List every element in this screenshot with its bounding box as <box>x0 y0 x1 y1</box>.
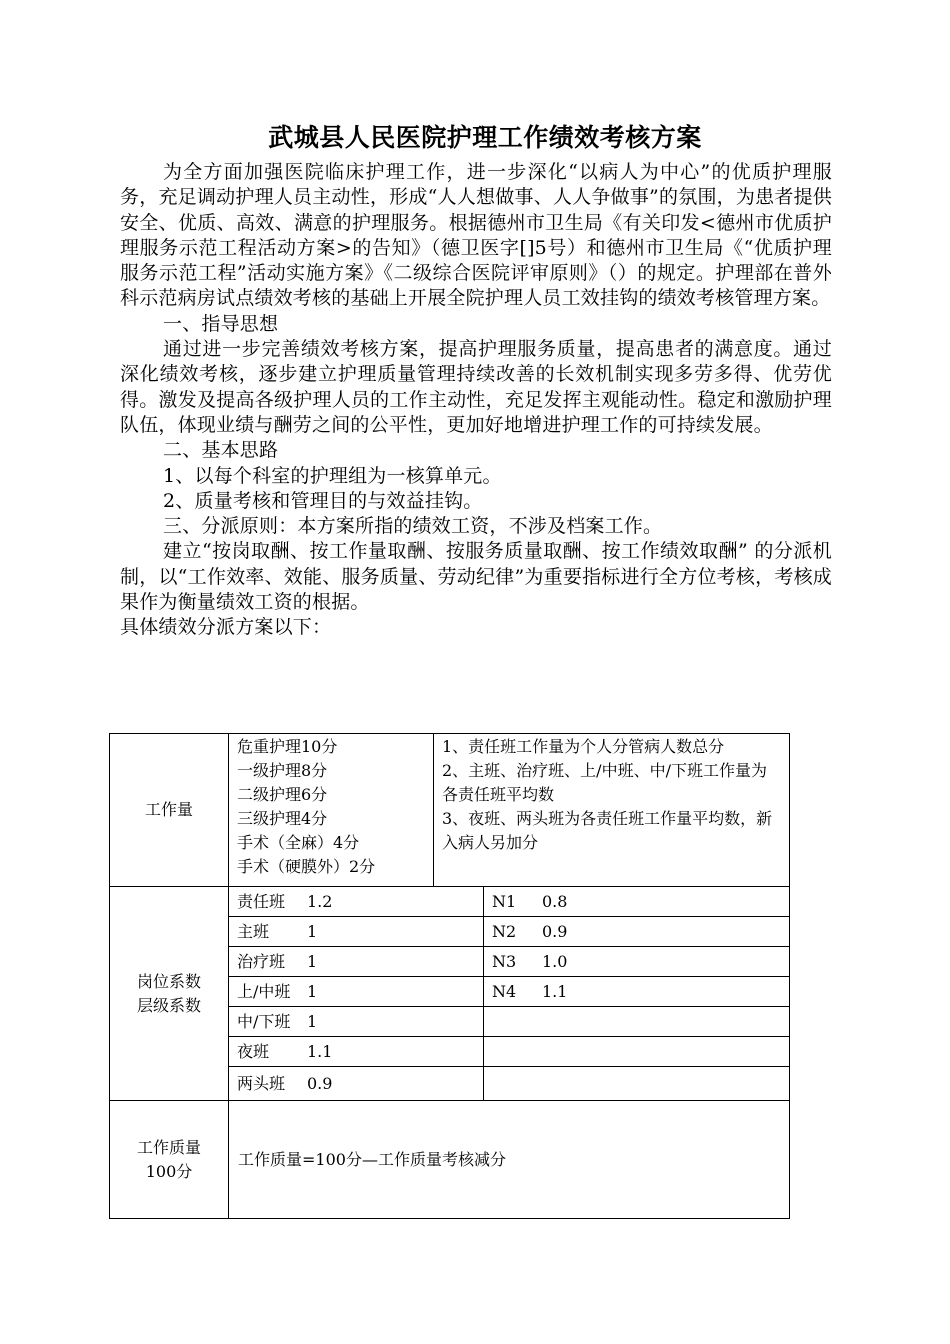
post-coefficient <box>229 1037 484 1067</box>
level-value: 0.9 <box>542 921 568 941</box>
level-coefficient-label: 层级系数 <box>136 995 201 1015</box>
workload-score-line: 三级护理4分 <box>237 809 328 828</box>
level-name: N3 <box>492 951 517 971</box>
guiding-paragraph: 通过进一步完善绩效考核方案，提高护理服务质量，提高患者的满意度。通过深化绩效考核，逐步建立护理质量管理持续改善的长效机制实现多劳多得、优劳优得。激发及提高各级护理人员的工作主动性，充足发挥主观能动性。稳定和激励护理队伍，体现业绩与酬劳之间的公平性，更加好地增进护理工作的可持续发展。 <box>120 338 832 436</box>
workload-note-line: 3、夜班、两头班为各责任班工作量平均数，新入病人另加分 <box>442 809 773 852</box>
post-value: 1 <box>307 981 318 1001</box>
workload-scores <box>229 734 434 886</box>
workload-score-line: 二级护理6分 <box>237 785 328 804</box>
approach-item-1: 1、以每个科室的护理组为一核算单元。 <box>163 464 502 487</box>
post-coefficient <box>229 977 484 1007</box>
approach-item-2: 2、质量考核和管理目的与效益挂钩。 <box>163 489 483 512</box>
workload-label: 工作量 <box>144 800 193 819</box>
coefficient-row <box>229 917 789 947</box>
post-coefficient <box>229 887 484 917</box>
workload-score-line: 手术（全麻）4分 <box>237 833 360 852</box>
workload-label-cell <box>110 734 229 887</box>
post-name: 治疗班 <box>237 951 286 971</box>
post-coefficient <box>229 1067 484 1101</box>
quality-label: 工作质量 <box>136 1137 201 1157</box>
coefficient-row <box>229 1067 789 1101</box>
workload-notes <box>434 734 790 886</box>
level-value: 1.1 <box>542 981 568 1001</box>
level-coefficient <box>484 917 790 947</box>
post-value: 1 <box>307 921 318 941</box>
post-value: 1.2 <box>307 891 333 911</box>
post-name: 主班 <box>237 921 270 941</box>
post-name: 责任班 <box>237 891 286 911</box>
principle-paragraph: 建立“按岗取酬、按工作量取酬、按服务质量取酬、按工作绩效取酬” 的分派机制，以“工作效率、效能、服务质量、劳动纪律”为重要指标进行全方位考核，考核成果作为衡量绩效工资的根据。 <box>120 540 832 614</box>
document-title: 武城县人民医院护理工作绩效考核方案 <box>268 123 702 152</box>
coefficient-row <box>229 977 789 1007</box>
coefficient-grid <box>229 887 789 1100</box>
coefficient-row <box>229 947 789 977</box>
section-heading-approach: 二、基本思路 <box>163 439 279 462</box>
coefficient-label-cell <box>110 887 229 1101</box>
coefficient-content-cell <box>229 887 790 1101</box>
quality-score-label: 100分 <box>145 1161 193 1181</box>
workload-note-line: 2、主班、治疗班、上/中班、中/下班工作量为各责任班平均数 <box>442 761 767 804</box>
post-name: 夜班 <box>237 1041 270 1061</box>
quality-formula-cell <box>229 1101 790 1219</box>
post-name: 中/下班 <box>237 1011 291 1031</box>
post-value: 1 <box>307 951 318 971</box>
level-coefficient <box>484 977 790 1007</box>
quality-label-cell <box>110 1101 229 1219</box>
post-coefficient <box>229 1007 484 1037</box>
level-coefficient <box>484 1007 790 1037</box>
post-coefficient <box>229 917 484 947</box>
workload-note-line: 1、责任班工作量为个人分管病人数总分 <box>442 737 725 756</box>
section-heading-principle: 三、分派原则：本方案所指的绩效工资，不涉及档案工作。 <box>163 515 663 538</box>
level-name: N2 <box>492 921 517 941</box>
coefficient-row <box>229 1007 789 1037</box>
coefficient-row <box>229 1037 789 1067</box>
level-value: 1.0 <box>542 951 568 971</box>
workload-score-line: 一级护理8分 <box>237 761 328 780</box>
quality-formula: 工作质量=100分—工作质量考核减分 <box>238 1149 506 1169</box>
post-value: 1 <box>307 1011 318 1031</box>
post-name: 上/中班 <box>237 981 291 1001</box>
level-value: 0.8 <box>542 891 568 911</box>
workload-score-line: 手术（硬膜外）2分 <box>237 857 376 876</box>
level-coefficient <box>484 887 790 917</box>
level-coefficient <box>484 1037 790 1067</box>
post-coefficient <box>229 947 484 977</box>
coefficient-row <box>229 887 789 917</box>
post-coefficient-label: 岗位系数 <box>136 971 201 991</box>
workload-score-line: 危重护理10分 <box>237 737 338 756</box>
post-name: 两头班 <box>237 1073 286 1093</box>
level-name: N4 <box>492 981 517 1001</box>
section-heading-guiding: 一、指导思想 <box>163 312 279 335</box>
level-name: N1 <box>492 891 517 911</box>
plan-intro: 具体绩效分派方案以下： <box>120 616 332 639</box>
post-value: 0.9 <box>307 1073 333 1093</box>
workload-inner <box>229 734 789 886</box>
level-coefficient <box>484 1067 790 1101</box>
post-value: 1.1 <box>307 1041 333 1061</box>
intro-paragraph: 为全方面加强医院临床护理工作，进一步深化“以病人为中心”的优质护理服务，充足调动护理人员主动性，形成“人人想做事、人人争做事”的氛围，为患者提供安全、优质、高效、满意的护理服务。根据德州市卫生局《有关印发<德州市优质护理服务示范工程活动方案>的告知》（德卫医字[]5号）和德州市卫生局《“优质护理服务示范工程”活动实施方案》《二级综合医院评审原则》（）的规定。护理部在普外科示范病房试点绩效考核的基础上开展全院护理人员工效挂钩的绩效考核管理方案。 <box>120 161 832 310</box>
performance-plan-table <box>109 733 790 1219</box>
document-body <box>120 160 832 641</box>
level-coefficient <box>484 947 790 977</box>
workload-content-cell <box>229 734 790 887</box>
